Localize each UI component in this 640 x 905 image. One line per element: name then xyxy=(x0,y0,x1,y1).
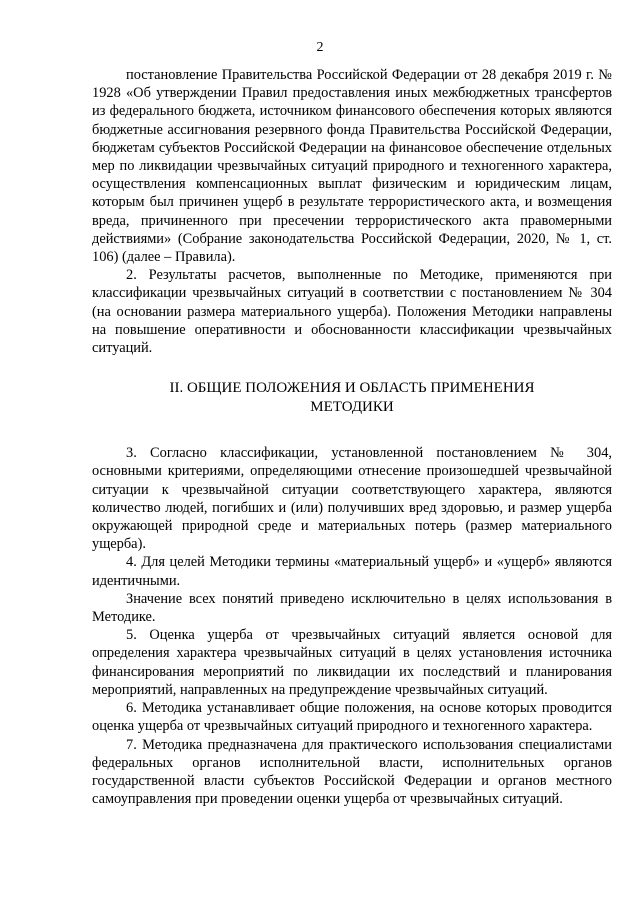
section-heading-line-2: МЕТОДИКИ xyxy=(310,398,394,415)
paragraph-item-2: 2. Результаты расчетов, выполненные по Методике, применяются при классификации чрезвычайных ситуаций в соответствии с постановлением № 304 (на основании размера материального ущерба). Положения Методики направлены на повышение оперативности и обоснованности классификации чрезвычайных ситуаций. xyxy=(92,267,612,357)
section-heading-line-1: II. ОБЩИЕ ПОЛОЖЕНИЯ И ОБЛАСТЬ ПРИМЕНЕНИЯ xyxy=(169,380,535,397)
paragraph-continuation: постановление Правительства Российской Федерации от 28 декабря 2019 г. № 1928 «Об утверждении Правил предоставления иных межбюджетных трансфертов из федерального бюджета, источником финансового обеспечения которых являются бюджетные ассигнования резервного фонда Правительства Российской Федерации, бюджетам субъектов Российской Федерации на финансовое обеспечение отдельных мер по ликвидации чрезвычайных ситуаций природного и техногенного характера, осуществления компенсационных выплат физическим и юридическим лицам, которым был причинен ущерб в результате террористического акта, и возмещения вреда, причиненного при пресечении террористического акта правомерными действиями» (Собрание законодательства Российской Федерации, 2020, № 1, ст. 106) (далее – Правила). xyxy=(92,67,612,266)
paragraph-item-5: 5. Оценка ущерба от чрезвычайных ситуаций является основой для определения характера чрезвычайных ситуаций в целях установления источника финансирования мероприятий по ликвидации их последствий и планирования мероприятий, направленных на предупреждение чрезвычайных ситуаций. xyxy=(92,627,612,698)
section-heading xyxy=(92,379,612,416)
paragraph-item-4: 4. Для целей Методики термины «материальный ущерб» и «ущерб» являются идентичными. xyxy=(92,554,612,589)
paragraph-item-3: 3. Согласно классификации, установленной постановлением № 304, основными критериями, определяющими отнесение произошедшей чрезвычайной ситуации к чрезвычайной ситуации соответствующего характера, являются количество людей, погибших и (или) получивших вред здоровью, и размер ущерба окружающей природной среде и материальных потерь (размер материального ущерба). xyxy=(92,445,612,553)
page-number: 2 xyxy=(316,40,324,55)
paragraph-item-7: 7. Методика предназначена для практического использования специалистами федеральных органов исполнительной власти, исполнительных органов государственной власти субъектов Российской Федерации и органов местного самоуправления при проведении оценки ущерба от чрезвычайных ситуаций. xyxy=(92,736,612,808)
paragraph-item-6: 6. Методика устанавливает общие положения, на основе которых проводится оценка ущерба от чрезвычайных ситуаций природного и техногенного характера. xyxy=(92,700,612,735)
document-body xyxy=(92,66,612,808)
paragraph-note: Значение всех понятий приведено исключительно в целях использования в Методике. xyxy=(92,590,612,626)
